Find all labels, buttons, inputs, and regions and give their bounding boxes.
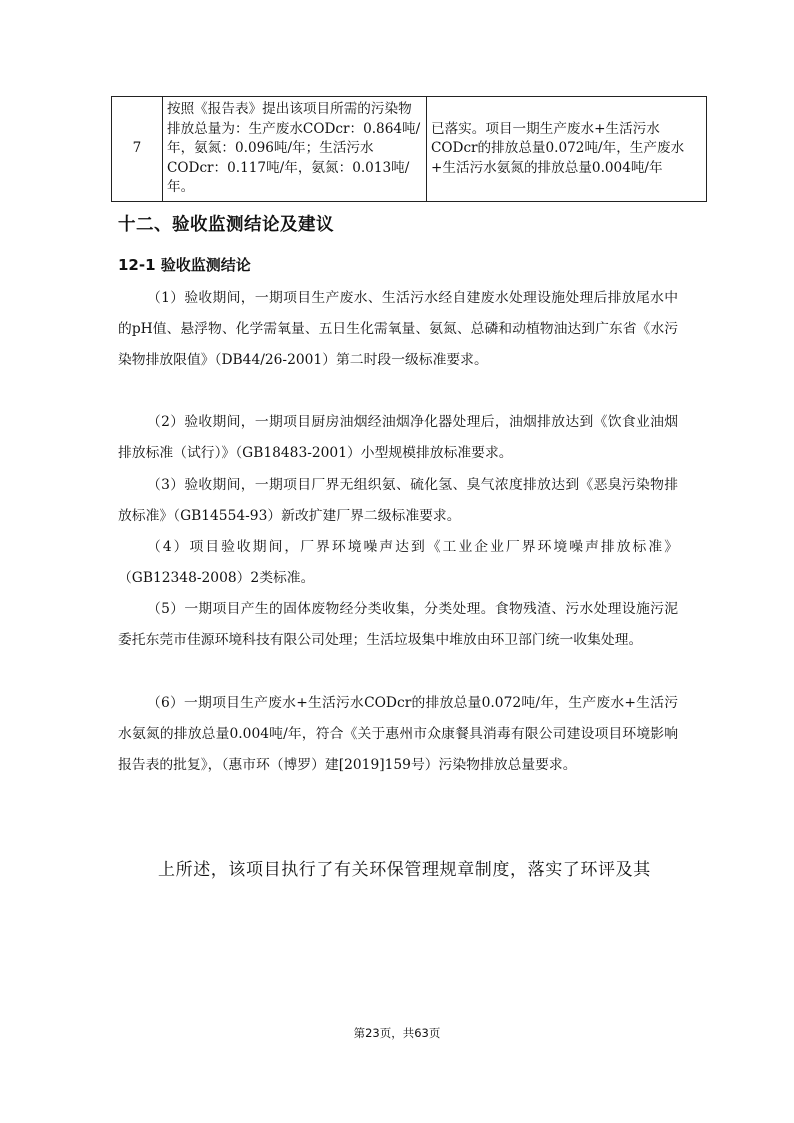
conclusion-paragraph-5	[118, 594, 678, 656]
row-number: 7	[112, 97, 163, 202]
paragraph-text: （3）验收期间，一期项目厂界无组织氨、硫化氢、臭气浓度排放达到《恶臭污染物排放标准》（GB14554-93）新改扩建厂界二级标准要求。	[118, 477, 678, 525]
section-heading: 十二、验收监测结论及建议	[118, 215, 334, 235]
table-row	[112, 97, 707, 202]
paragraph-text: （6）一期项目生产废水+生活污水CODcr的排放总量0.072吨/年，生产废水+生活污水氨氮的排放总量0.004吨/年，符合《关于惠州市众康餐具消毒有限公司建设项目环境影响报告表的批复》，（惠市环（博罗）建[2019]159号）污染物排放总量要求。	[118, 695, 678, 774]
paragraph-text: （1）验收期间，一期项目生产废水、生活污水经自建废水处理设施处理后排放尾水中的pH值、悬浮物、化学需氧量、五日生化需氧量、氨氮、总磷和动植物油达到广东省《水污染物排放限值》（DB44/26-2001）第二时段一级标准要求。	[118, 290, 678, 369]
subsection-heading: 12-1 验收监测结论	[118, 256, 251, 274]
paragraph-text: （4）项目验收期间，厂界环境噪声达到《工业企业厂界环境噪声排放标准》（GB12348-2008）2类标准。	[118, 539, 678, 587]
implementation-status-cell: 已落实。项目一期生产废水+生活污水CODcr的排放总量0.072吨/年，生产废水+生活污水氨氮的排放总量0.004吨/年	[427, 97, 707, 202]
conclusion-paragraph-1	[118, 283, 678, 377]
page-number: 第23页，共63页	[353, 1026, 441, 1040]
conclusion-paragraph-2	[118, 407, 678, 469]
paragraph-text: （5）一期项目产生的固体废物经分类收集，分类处理。食物残渣、污水处理设施污泥委托东莞市佳源环境科技有限公司处理；生活垃圾集中堆放由环卫部门统一收集处理。	[118, 601, 678, 649]
requirements-table	[111, 96, 707, 202]
conclusion-paragraph-4	[118, 532, 678, 594]
conclusion-paragraph-6	[118, 688, 678, 782]
conclusion-paragraph-3	[118, 470, 678, 532]
paragraph-text: （2）验收期间，一期项目厨房油烟经油烟净化器处理后，油烟排放达到《饮食业油烟排放标准（试行）》（GB18483-2001）小型规模排放标准要求。	[118, 414, 678, 462]
requirement-cell: 按照《报告表》提出该项目所需的污染物排放总量为：生产废水CODcr：0.864吨/年，氨氮：0.096吨/年；生活污水CODcr：0.117吨/年，氨氮：0.013吨/年。	[163, 97, 427, 202]
summary-paragraph: 上所述，该项目执行了有关环保管理规章制度，落实了环评及其	[158, 860, 651, 880]
